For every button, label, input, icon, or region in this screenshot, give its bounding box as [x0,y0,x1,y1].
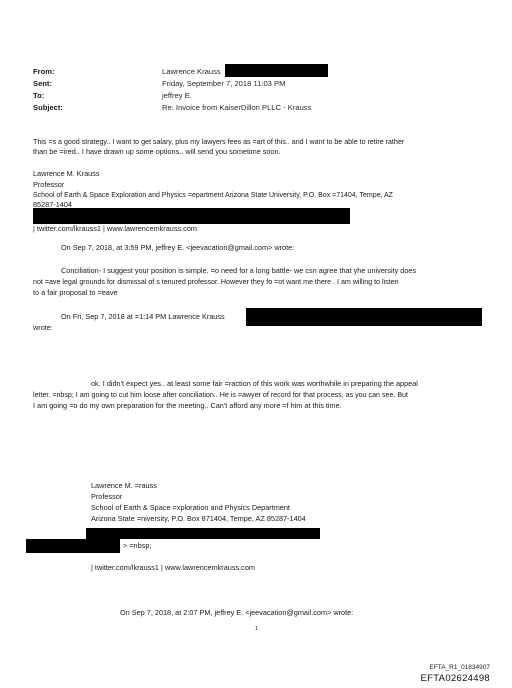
signature-title: Professor [33,180,65,189]
signature-address: School of Earth & Space =xploration and Physics Department [91,503,290,512]
quote-line: letter. =nbsp; I am going to cut him loose after conciliation.. He is =awyer of record for that process, as you can see. But [33,391,408,399]
quote-header: On Sep 7, 2018, at 2:07 PM, jeffrey E. <jeevacation@gmail.com> wrote: [120,608,354,617]
signature-links: | twitter.com/lkrauss1 | www.lawrencemkrauss.com [33,224,197,233]
redaction-block [225,64,328,77]
quote-header: On Sep 7, 2018, at 3:59 PM, jeffrey E. <jeevacation@gmail.com> wrote: [61,243,295,252]
redaction-block [246,308,482,326]
quote-line: Conciliation- I suggest your position is simple. =o need for a long battle- we csn agree that yhe university does [61,266,417,275]
quote-line: not =ave legal grounds for dismissal of s tenured professor. However they fo =ot want me there . I am willing to listen [33,278,399,286]
document-id-small: EFTA_R1_01834907 [429,664,490,671]
sent-label: Sent: [33,79,52,88]
page-number: 1 [255,626,259,632]
subject-label: Subject: [33,103,63,112]
signature-title: Professor [91,492,123,501]
quote-line: I am going =o do my own preparation for the meeting.. Can't afford any more =f him at this time. [33,401,342,410]
to-label: To: [33,91,45,100]
signature-name: Lawrence M. =rauss [91,481,157,490]
from-label: From: [33,67,55,76]
quote-wrote: wrote: [33,323,53,332]
quote-line: to a fair proposal to =eave [33,288,118,297]
quote-line: ok. I didn't expect yes.. at least some fair =raction of this work was worthwhile in preparing the appeal [91,379,418,388]
signature-name: Lawrence M. Krauss [33,169,100,178]
signature-address: Arizona State =niversity, P.O. Box 871404, Tempe, AZ 85287-1404 [91,514,306,523]
sent-value: Friday, September 7, 2018 11:03 PM [162,79,286,88]
body-paragraph-line: than be =ired.. I have drawn up some options.. will send you sometime soon. [33,147,281,156]
from-value: Lawrence Krauss [162,67,221,76]
signature-links: | twitter.com/lkrauss1 | www.lawrencemkrauss.com [91,563,255,572]
signature-address: 85287-1404 [33,200,72,207]
document-id-large: EFTA02624498 [420,673,490,684]
subject-value: Re: Invoice from KaiserDillon PLLC - Krauss [162,103,312,112]
redaction-block [26,539,120,553]
to-value: jeffrey E. [162,91,192,100]
signature-nbsp: > =nbsp; [123,541,152,550]
quote-header: On Fri, Sep 7, 2018 at =1:14 PM Lawrence Krauss [61,312,225,321]
signature-address: School of Earth & Space Exploration and Physics =epartment Arizona State University, P.O. Box =71404, Tempe, AZ [33,192,393,199]
redaction-block [33,208,350,224]
body-paragraph-line: This =s a good strategy.. I want to get salary, plus my lawyers fees as =art of this.. and I want to be able to retire rather [33,138,405,146]
redaction-block [86,528,320,539]
